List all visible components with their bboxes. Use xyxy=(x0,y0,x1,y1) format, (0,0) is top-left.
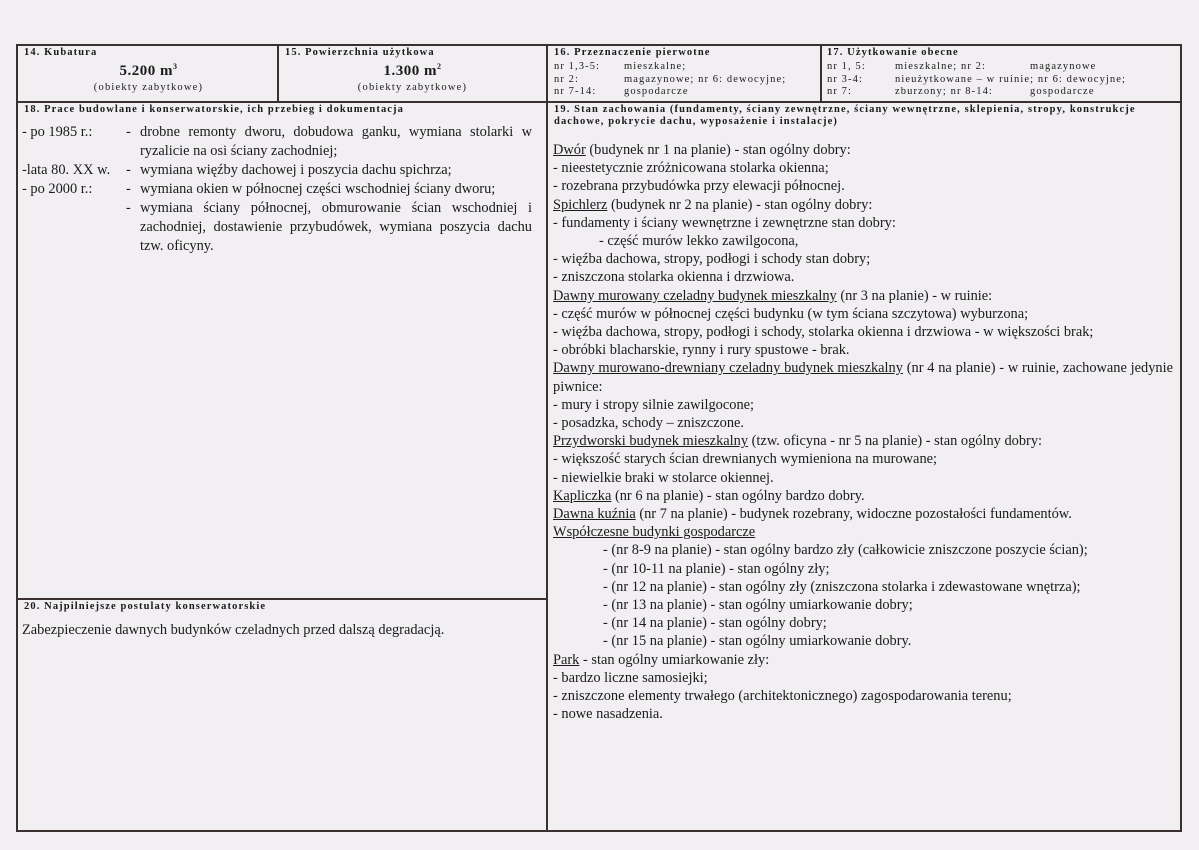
state-line xyxy=(553,596,1173,614)
state-text: - nieestetycznie zróżnicowana stolarka okienna; xyxy=(553,160,829,177)
divider xyxy=(16,598,547,600)
state-line xyxy=(553,651,1173,669)
state-line xyxy=(553,705,1173,723)
state-line xyxy=(553,487,1173,505)
state-text: (nr 3 na planie) - w ruinie: xyxy=(836,287,993,304)
state-line xyxy=(553,341,1173,359)
state-text: - zniszczone elementy trwałego (architektonicznego) zagospodarowania terenu; xyxy=(553,688,1012,705)
field-16-list: nr 1,3-5: mieszkalne; nr 2: magazynowe; nr 6: dewocyjne; nr 7-14: gospodarcze xyxy=(554,61,787,97)
field-14-heading: 14. Kubatura xyxy=(24,47,98,58)
divider xyxy=(820,44,822,102)
state-line xyxy=(553,250,1173,268)
state-line xyxy=(553,687,1173,705)
state-text: (nr 7 na planie) - budynek rozebrany, widoczne pozostałości fundamentów. xyxy=(635,506,1072,523)
state-line xyxy=(553,505,1173,523)
field-20-heading: 20. Najpilniejsze postulaty konserwatorskie xyxy=(24,601,267,612)
state-line xyxy=(553,669,1173,687)
state-text: - (nr 13 na planie) - stan ogólny umiarkowanie dobry; xyxy=(603,597,913,614)
field-15-heading: 15. Powierzchnia użytkowa xyxy=(285,47,435,58)
building-name: Dawny murowany czeladny budynek mieszkalny xyxy=(553,287,837,304)
state-text: - mury i stropy silnie zawilgocone; xyxy=(553,396,755,413)
state-line xyxy=(553,560,1173,578)
state-text: - (nr 12 na planie) - stan ogólny zły (zniszczona stolarka i zdewastowane wnętrza); xyxy=(603,578,1081,595)
state-line xyxy=(553,450,1173,468)
field-15-note: (obiekty zabytkowe) xyxy=(357,82,468,93)
state-text: - niewielkie braki w stolarce okiennej. xyxy=(553,469,774,486)
state-text: - zniszczona stolarka okienna i drzwiowa. xyxy=(553,269,795,286)
building-name: Dawny murowano-drewniany czeladny budynek mieszkalny xyxy=(553,360,903,377)
field-18-heading: 18. Prace budowlane i konserwatorskie, ich przebieg i dokumentacja xyxy=(24,104,405,115)
state-text: - posadzka, schody – zniszczone. xyxy=(553,415,745,432)
field-19-list xyxy=(553,141,1173,724)
state-line xyxy=(553,232,1173,250)
state-line xyxy=(553,214,1173,232)
state-text: - (nr 10-11 na planie) - stan ogólny zły; xyxy=(603,560,830,577)
building-name: Przydworski budynek mieszkalny xyxy=(553,433,749,450)
state-line xyxy=(553,396,1173,414)
building-name: Dawna kuźnia xyxy=(553,506,636,523)
state-text: - część murów w północnej części budynku (w tym ściana szczytowa) wyburzona; xyxy=(553,305,1029,322)
building-name: Spichlerz xyxy=(553,196,608,213)
list-item: - po 2000 r.: - wymiana okien w północnej części wschodniej ściany dworu; xyxy=(22,181,496,197)
field-16-heading: 16. Przeznaczenie pierwotne xyxy=(554,47,711,58)
state-line xyxy=(553,541,1173,559)
state-line xyxy=(553,414,1173,432)
field-17-list: nr 1, 5: mieszkalne; nr 2: magazynowe nr 3-4: nieużytkowane – w ruinie; nr 6: dewocyjne; nr 7: zburzony; nr 8-14: gospodarcze xyxy=(827,61,1127,97)
state-line xyxy=(553,432,1173,450)
building-name: Współczesne budynki gospodarcze xyxy=(553,524,756,541)
state-line xyxy=(553,268,1173,286)
state-text: (tzw. oficyna - nr 5 na planie) - stan ogólny dobry: xyxy=(748,433,1043,450)
state-text: - nowe nasadzenia. xyxy=(553,706,663,723)
state-line xyxy=(553,177,1173,195)
state-text: (budynek nr 2 na planie) - stan ogólny dobry: xyxy=(607,196,873,213)
state-line xyxy=(553,196,1173,214)
state-text: (nr 6 na planie) - stan ogólny bardzo dobry. xyxy=(611,487,865,504)
state-line xyxy=(553,469,1173,487)
state-line xyxy=(553,287,1173,305)
state-line xyxy=(553,523,1173,541)
field-20-text: Zabezpieczenie dawnych budynków czeladnych przed dalszą degradacją. xyxy=(22,622,445,638)
state-line xyxy=(553,632,1173,650)
field-14-value: 5.200 $m^3$ xyxy=(119,62,178,79)
state-line xyxy=(553,305,1173,323)
state-text: - fundamenty i ściany wewnętrzne i zewnętrzne stan dobry: xyxy=(553,214,896,231)
state-text: - stan ogólny umiarkowanie zły: xyxy=(579,651,770,668)
state-text: - obróbki blacharskie, rynny i rury spustowe - brak. xyxy=(553,342,850,359)
list-item: - wymiana ściany północnej, obmurowanie ścian wschodniej i zachodniej, dostawienie przybudówek, wymiana poszycia dachu tzw. oficyny. xyxy=(126,200,532,254)
state-text: - więźba dachowa, stropy, podłogi i schody stan dobry; xyxy=(553,251,871,268)
state-line xyxy=(553,614,1173,632)
field-15-value: 1.300 $m^2$ xyxy=(383,62,442,79)
state-text: - (nr 14 na planie) - stan ogólny dobry; xyxy=(603,615,827,632)
state-text: - (nr 15 na planie) - stan ogólny umiarkowanie dobry. xyxy=(603,633,912,650)
divider xyxy=(16,101,1182,103)
divider xyxy=(546,44,548,832)
state-text: (budynek nr 1 na planie) - stan ogólny dobry: xyxy=(585,142,851,158)
state-line xyxy=(553,323,1173,341)
state-text: - rozebrana przybudówka przy elewacji północnej. xyxy=(553,178,845,195)
state-line xyxy=(553,359,1173,395)
list-item: -lata 80. XX w. - wymiana więźby dachowej i poszycia dachu spichrza; xyxy=(22,162,452,178)
state-text: - większość starych ścian drewnianych wymieniona na murowane; xyxy=(553,451,938,468)
building-name: Kapliczka xyxy=(553,487,612,504)
state-line xyxy=(553,578,1173,596)
state-text: (nr 4 na planie) - w ruinie, zachowane jedynie piwnice: xyxy=(553,360,1173,395)
field-17-heading: 17. Użytkowanie obecne xyxy=(827,47,959,58)
state-line xyxy=(553,159,1173,177)
field-14-note: (obiekty zabytkowe) xyxy=(93,82,204,93)
building-name: Park xyxy=(553,651,580,668)
field-19-heading: 19. Stan zachowania (fundamenty, ściany zewnętrzne, ściany wewnętrzne, sklepienia, stropy, konstrukcje dachowe, pokrycie dachu, wyposażenie i instalacje) xyxy=(554,104,1136,127)
state-line xyxy=(553,141,1173,159)
state-text: - (nr 8-9 na planie) - stan ogólny bardzo zły (całkowicie zniszczone poszycie ścian); xyxy=(603,542,1088,559)
state-text: - bardzo liczne samosiejki; xyxy=(553,669,708,686)
state-text: - część murów lekko zawilgocona, xyxy=(599,233,799,250)
state-text: - więźba dachowa, stropy, podłogi i schody, stolarka okienna i drzwiowa - w większości brak; xyxy=(553,324,1094,341)
building-name: Dwór xyxy=(553,142,586,158)
list-item: - po 1985 r.: - drobne remonty dworu, dobudowa ganku, wymiana stolarki w ryzalicie na osi ściany zachodniej; xyxy=(22,124,532,159)
field-18-list xyxy=(22,123,532,256)
